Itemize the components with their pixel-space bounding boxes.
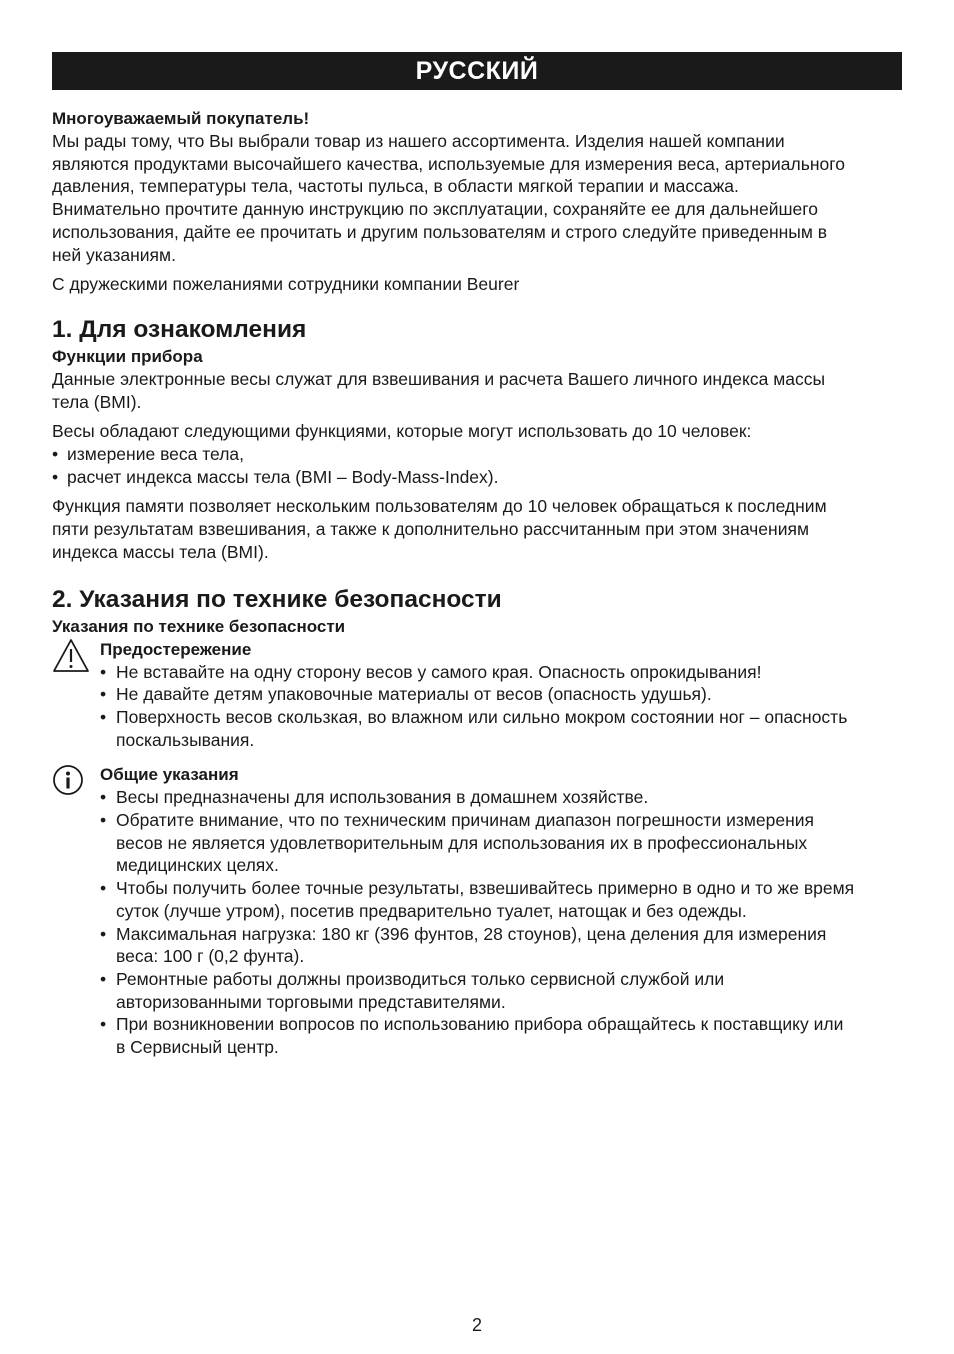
warning-list	[100, 661, 904, 752]
general-notes-block	[52, 763, 904, 1058]
warning-triangle-icon	[52, 638, 90, 679]
list-item: • Ремонтные работы должны производиться только сервисной службой или авторизованными торговыми представителями.	[100, 968, 904, 1013]
section-1-intro: Данные электронные весы служат для взвешивания и расчета Вашего личного индекса массы тела (BMI).	[52, 368, 826, 412]
warning-block	[52, 638, 904, 752]
features-intro: Весы обладают следующими функциями, которые могут использовать до 10 человек:	[52, 421, 752, 442]
language-banner: РУССКИЙ	[52, 52, 902, 90]
list-item: • Обратите внимание, что по техническим причинам диапазон погрешности измерения весов не является удовлетворительным для использования их в профессиональных медицинских целях.	[100, 809, 904, 877]
list-item: • При возникновении вопросов по использованию прибора обращайтесь к поставщику или в Сервисный центр.	[100, 1013, 904, 1058]
list-item: • расчет индекса массы тела (BMI – Body-Mass-Index).	[52, 466, 904, 489]
section-2-heading: 2. Указания по технике безопасности	[52, 585, 502, 613]
list-item: • Чтобы получить более точные результаты, взвешивайтесь примерно в одно и то же время суток (лучше утром), посетив предварительно туалет, натощак и без одежды.	[100, 877, 904, 922]
section-2-subheading: Указания по технике безопасности	[52, 616, 346, 636]
page-number: 2	[471, 1315, 482, 1335]
greeting-closing: С дружескими пожеланиями сотрудники компании Beurer	[52, 274, 520, 295]
section-1-heading: 1. Для ознакомления	[52, 315, 307, 343]
memory-paragraph: Функция памяти позволяет нескольким пользователям до 10 человек обращаться к последним пяти результатам взвешивания, а также к дополнительно рассчитанным при этом значениям индекса массы тела (BMI).	[52, 496, 827, 562]
greeting-paragraph: Мы рады тому, что Вы выбрали товар из нашего ассортимента. Изделия нашей компании являются продуктами высочайшего качества, используемые для измерения веса, артериального давления, температуры тела, частоты пульса, в области мягкой терапии и массажа. Внимательно прочтите данную инструкцию по эксплуатации, сохраняйте ее для дальнейшего использования, дайте ее прочитать и другим пользователям и строго следуйте приведенным в ней указаниям.	[52, 131, 845, 265]
general-notes-list	[100, 786, 904, 1058]
general-notes-title: Общие указания	[100, 765, 239, 785]
list-item: • Максимальная нагрузка: 180 кг (396 фунтов, 28 стоунов), цена деления для измерения веса: 100 г (0,2 фунта).	[100, 923, 904, 968]
section-1-subheading: Функции прибора	[52, 346, 203, 366]
greeting-title: Многоуважаемый покупатель!	[52, 109, 310, 128]
list-item: • Не вставайте на одну сторону весов у самого края. Опасность опрокидывания!	[100, 661, 904, 684]
list-item: • Не давайте детям упаковочные материалы от весов (опасность удушья).	[100, 683, 904, 706]
features-list	[52, 443, 904, 488]
list-item: • Весы предназначены для использования в домашнем хозяйстве.	[100, 786, 904, 809]
warning-title: Предостережение	[100, 639, 252, 659]
manual-content	[52, 107, 904, 1059]
info-circle-icon	[52, 763, 86, 802]
list-item: • измерение веса тела,	[52, 443, 904, 466]
list-item: • Поверхность весов скользкая, во влажном или сильно мокром состоянии ног – опасность поскальзывания.	[100, 706, 904, 751]
